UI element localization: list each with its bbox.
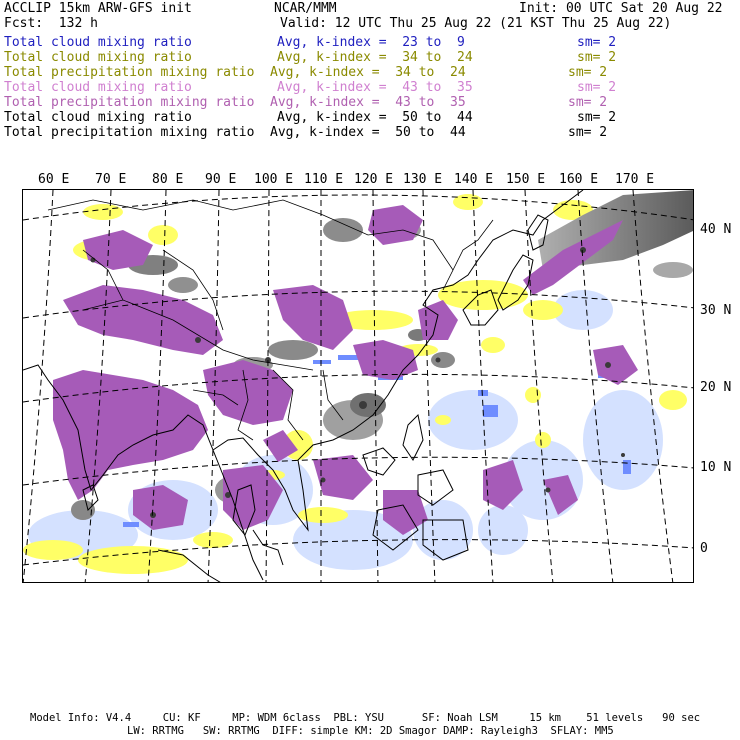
lat-label-0: 0 [700, 541, 708, 556]
lon-label-90e: 90 E [205, 172, 237, 187]
map-title: ACCLIP 15km ARW-GFS init [4, 1, 192, 16]
lat-label-30n: 30 N [700, 303, 732, 318]
legend-range-3: Avg, k-index = 34 to 24 [270, 65, 466, 80]
legend-range-2: Avg, k-index = 34 to 24 [277, 50, 473, 65]
lon-label-70e: 70 E [95, 172, 127, 187]
legend-smooth-3: sm= 2 [568, 65, 608, 80]
legend-smooth-6: sm= 2 [577, 110, 617, 125]
legend-range-7: Avg, k-index = 50 to 44 [270, 125, 466, 140]
lon-label-80e: 80 E [152, 172, 184, 187]
legend-range-4: Avg, k-index = 43 to 35 [277, 80, 473, 95]
legend-smooth-2: sm= 2 [577, 50, 617, 65]
legend-field-7: Total precipitation mixing ratio [4, 125, 255, 140]
lon-label-170e: 170 E [615, 172, 655, 187]
legend-field-3: Total precipitation mixing ratio [4, 65, 255, 80]
lon-label-120e: 120 E [354, 172, 394, 187]
lon-label-160e: 160 E [559, 172, 599, 187]
lat-label-20n: 20 N [700, 380, 732, 395]
lat-label-10n: 10 N [700, 460, 732, 475]
lon-label-100e: 100 E [254, 172, 294, 187]
lon-label-60e: 60 E [38, 172, 70, 187]
valid-time: Valid: 12 UTC Thu 25 Aug 22 (21 KST Thu 25 Aug 22) [280, 16, 672, 31]
legend-range-5: Avg, k-index = 43 to 35 [270, 95, 466, 110]
institution-label: NCAR/MMM [274, 1, 337, 16]
legend-range-1: Avg, k-index = 23 to 9 [277, 35, 465, 50]
legend-field-1: Total cloud mixing ratio [4, 35, 192, 50]
legend-field-6: Total cloud mixing ratio [4, 110, 192, 125]
lon-label-150e: 150 E [506, 172, 546, 187]
legend-field-4: Total cloud mixing ratio [4, 80, 192, 95]
legend-smooth-5: sm= 2 [568, 95, 608, 110]
legend-smooth-4: sm= 2 [577, 80, 617, 95]
legend-range-6: Avg, k-index = 50 to 44 [277, 110, 473, 125]
lon-label-130e: 130 E [403, 172, 443, 187]
model-info-line2: LW: RRTMG SW: RRTMG DIFF: simple KM: 2D Smagor DAMP: Rayleigh3 SFLAY: MM5 [127, 725, 614, 737]
legend-field-5: Total precipitation mixing ratio [4, 95, 255, 110]
legend-field-2: Total cloud mixing ratio [4, 50, 192, 65]
lat-label-40n: 40 N [700, 222, 732, 237]
map-canvas [23, 190, 694, 583]
map-panel [22, 189, 694, 583]
init-time: Init: 00 UTC Sat 20 Aug 22 [519, 1, 723, 16]
legend-smooth-7: sm= 2 [568, 125, 608, 140]
forecast-hour: Fcst: 132 h [4, 16, 98, 31]
lon-label-110e: 110 E [304, 172, 344, 187]
model-info-line1: Model Info: V4.4 CU: KF MP: WDM 6class PBL: YSU SF: Noah LSM 15 km 51 levels 90 sec [30, 712, 701, 724]
legend-smooth-1: sm= 2 [577, 35, 617, 50]
lon-label-140e: 140 E [454, 172, 494, 187]
